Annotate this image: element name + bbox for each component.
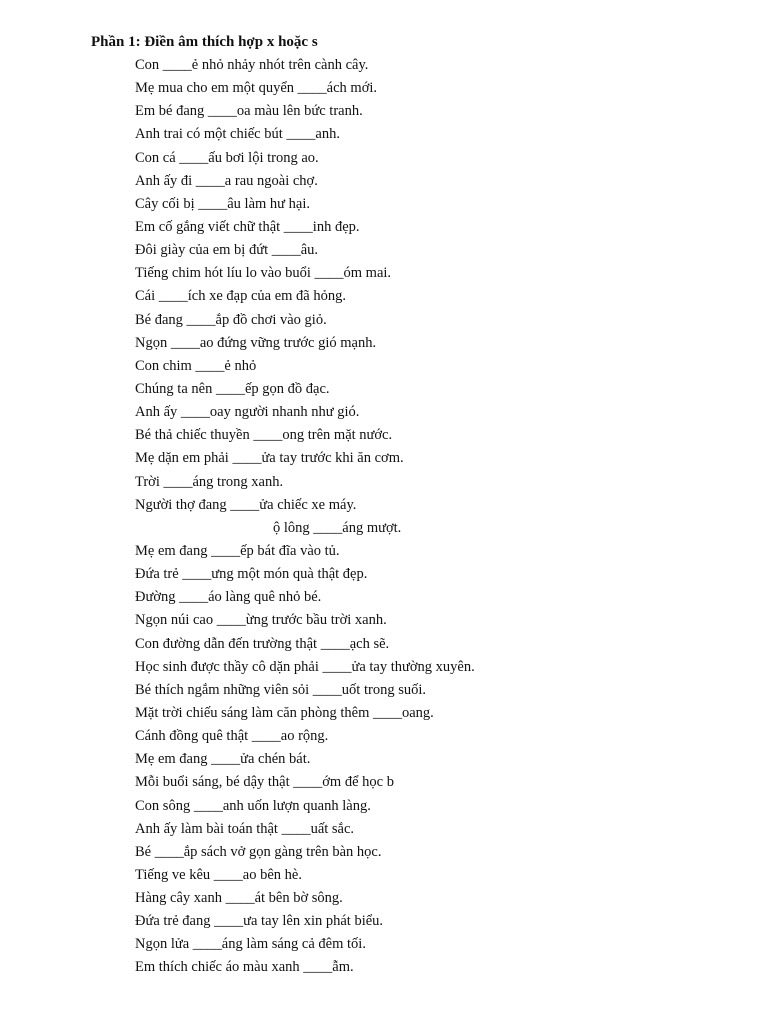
exercise-line: Anh ấy ____oay người nhanh như gió. [135,404,360,421]
exercise-line: Học sinh được thầy cô dặn phải ____ửa tay thường xuyên. [135,658,475,675]
exercise-line: Em bé đang ____oa màu lên bức tranh. [135,103,363,120]
exercise-line: ộ lông ____áng mượt. [273,519,402,536]
exercise-line: Cái ____ích xe đạp của em đã hỏng. [135,288,346,305]
exercise-line: Mỗi buổi sáng, bé dậy thật ____ớm để học b [135,774,394,791]
exercise-line: Bé đang ____ắp đồ chơi vào giỏ. [135,311,327,328]
exercise-line: Anh ấy làm bài toán thật ____uất sắc. [135,820,355,837]
exercise-line: Ngọn núi cao ____ừng trước bầu trời xanh. [135,612,387,629]
exercise-line: Mẹ mua cho em một quyển ____ách mới. [135,80,378,97]
exercise-line: Chúng ta nên ____ếp gọn đồ đạc. [135,380,330,397]
exercise-line: Ngọn ____ao đứng vững trước gió mạnh. [135,334,377,351]
exercise-line: Con chim ____ẻ nhỏ [135,357,257,374]
exercise-line: Bé thích ngắm những viên sỏi ____uốt trong suối. [135,681,426,698]
exercise-line: Ngọn lửa ____áng làm sáng cả đêm tối. [135,936,366,953]
exercise-line: Tiếng ve kêu ____ao bên hè. [135,866,302,883]
exercise-line: Mẹ em đang ____ửa chén bát. [135,751,311,768]
exercise-line: Cây cối bị ____âu làm hư hại. [135,195,310,212]
exercise-line: Bé thả chiếc thuyền ____ong trên mặt nước. [135,427,393,444]
exercise-line: Bé ____ắp sách vở gọn gàng trên bàn học. [135,843,382,860]
exercise-line: Tiếng chim hót líu lo vào buổi ____óm mai. [135,265,392,282]
exercise-line: Anh ấy đi ____a rau ngoài chợ. [135,172,318,189]
exercise-line: Đường ____áo làng quê nhỏ bé. [135,589,322,606]
exercise-line: Đôi giày của em bị đứt ____âu. [135,242,319,259]
exercise-line: Con đường dẫn đến trường thật ____ạch sẽ. [135,635,390,652]
exercise-line: Con ____ẻ nhỏ nhảy nhót trên cành cây. [135,57,369,73]
exercise-line: Mẹ em đang ____ếp bát đĩa vào tủ. [135,542,340,559]
exercise-line: Người thợ đang ____ửa chiếc xe máy. [135,496,357,513]
exercise-line: Cánh đồng quê thật ____ao rộng. [135,728,329,745]
exercise-line: Đứa trẻ đang ____ưa tay lên xin phát biểu. [135,913,384,930]
section-heading: Phần 1: Điền âm thích hợp x hoặc s [91,34,318,50]
exercise-line: Em thích chiếc áo màu xanh ____ẫm. [135,959,354,976]
exercise-line: Em cố gắng viết chữ thật ____inh đẹp. [135,218,360,235]
exercise-line: Anh trai có một chiếc bút ____anh. [135,126,340,143]
exercise-line: Con sông ____anh uốn lượn quanh làng. [135,797,371,814]
exercise-line: Mặt trời chiếu sáng làm căn phòng thêm ____oang. [135,704,434,721]
exercise-line: Đứa trẻ ____ưng một món quà thật đẹp. [135,566,368,583]
exercise-list [135,55,735,981]
exercise-line: Mẹ dặn em phải ____ửa tay trước khi ăn cơm. [135,450,404,467]
exercise-line: Trời ____áng trong xanh. [135,473,284,490]
exercise-line: Con cá ____ấu bơi lội trong ao. [135,149,319,166]
exercise-line: Hàng cây xanh ____át bên bờ sông. [135,890,343,907]
